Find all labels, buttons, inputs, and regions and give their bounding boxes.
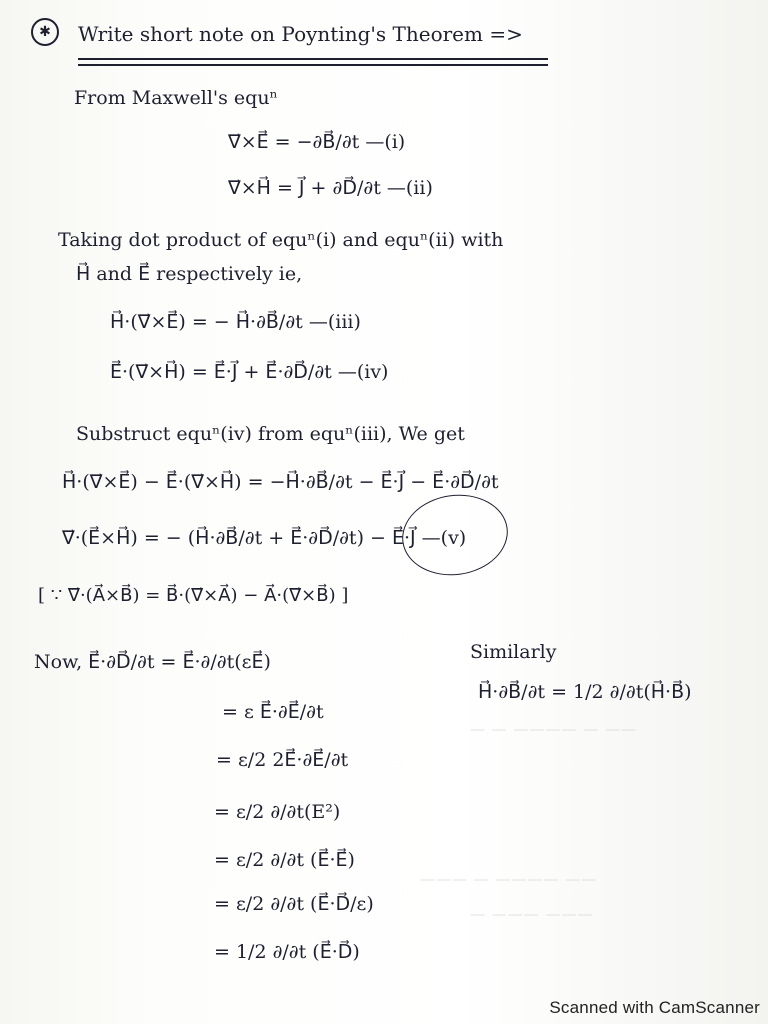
equation-line: = ε/2 ∂/∂t(E²) [214,801,341,823]
bleed-through-text: — ——— ——— [470,905,594,923]
bleed-through-text: ——— — ———— —— [420,870,598,888]
equation-line: H⃗·∂B⃗/∂t = 1/2 ∂/∂t(H⃗·B⃗) [478,681,692,703]
equation-line: E⃗·(∇⃗×H⃗) = E⃗·J⃗ + E⃗·∂D⃗/∂t —(iv) [110,361,389,383]
equation-line: = ε/2 ∂/∂t (E⃗·E⃗) [214,849,355,871]
text-line: Similarly [470,641,557,663]
equation-line: = ε E⃗·∂E⃗/∂t [222,701,324,723]
equation-line: ∇⃗·(E⃗×H⃗) = − (H⃗·∂B⃗/∂t + E⃗·∂D⃗/∂t) − E⃗·J⃗ —(v) [62,527,467,549]
title-underline [78,64,548,66]
scanner-watermark: Scanned with CamScanner [549,998,760,1017]
text-line: From Maxwell's equⁿ [74,87,278,109]
equation-line: Now, E⃗·∂D⃗/∂t = E⃗·∂/∂t(εE⃗) [34,651,271,673]
equation-line: ∇⃗×E⃗ = −∂B⃗/∂t —(i) [228,131,406,153]
equation-line: = 1/2 ∂/∂t (E⃗·D⃗) [214,941,360,963]
text-line: Taking dot product of equⁿ(i) and equⁿ(ii) with [58,229,504,251]
text-line: Substruct equⁿ(iv) from equⁿ(iii), We get [76,423,465,445]
vector-identity: [ ∵ ∇⃗·(A⃗×B⃗) = B⃗·(∇⃗×A⃗) − A⃗·(∇⃗×B⃗) ] [38,585,349,606]
question-title: Write short note on Poynting's Theorem => [78,22,523,46]
equation-line: H⃗·(∇⃗×E⃗) = − H⃗·∂B⃗/∂t —(iii) [110,311,361,333]
equation-line: H⃗·(∇⃗×E⃗) − E⃗·(∇⃗×H⃗) = −H⃗·∂B⃗/∂t − E⃗·J⃗ − E⃗·∂D⃗/∂t [62,471,499,493]
title-underline [78,58,548,60]
text-line: H⃗ and E⃗ respectively ie, [76,263,303,285]
bullet-icon: ✱ [31,18,59,46]
equation-line: = ε/2 ∂/∂t (E⃗·D⃗/ε) [214,893,374,915]
equation-line: ∇⃗×H⃗ = J⃗ + ∂D⃗/∂t —(ii) [228,177,433,199]
equation-line: = ε/2 2E⃗·∂E⃗/∂t [216,749,349,771]
bleed-through-text: — — ———— — —— [470,720,638,738]
